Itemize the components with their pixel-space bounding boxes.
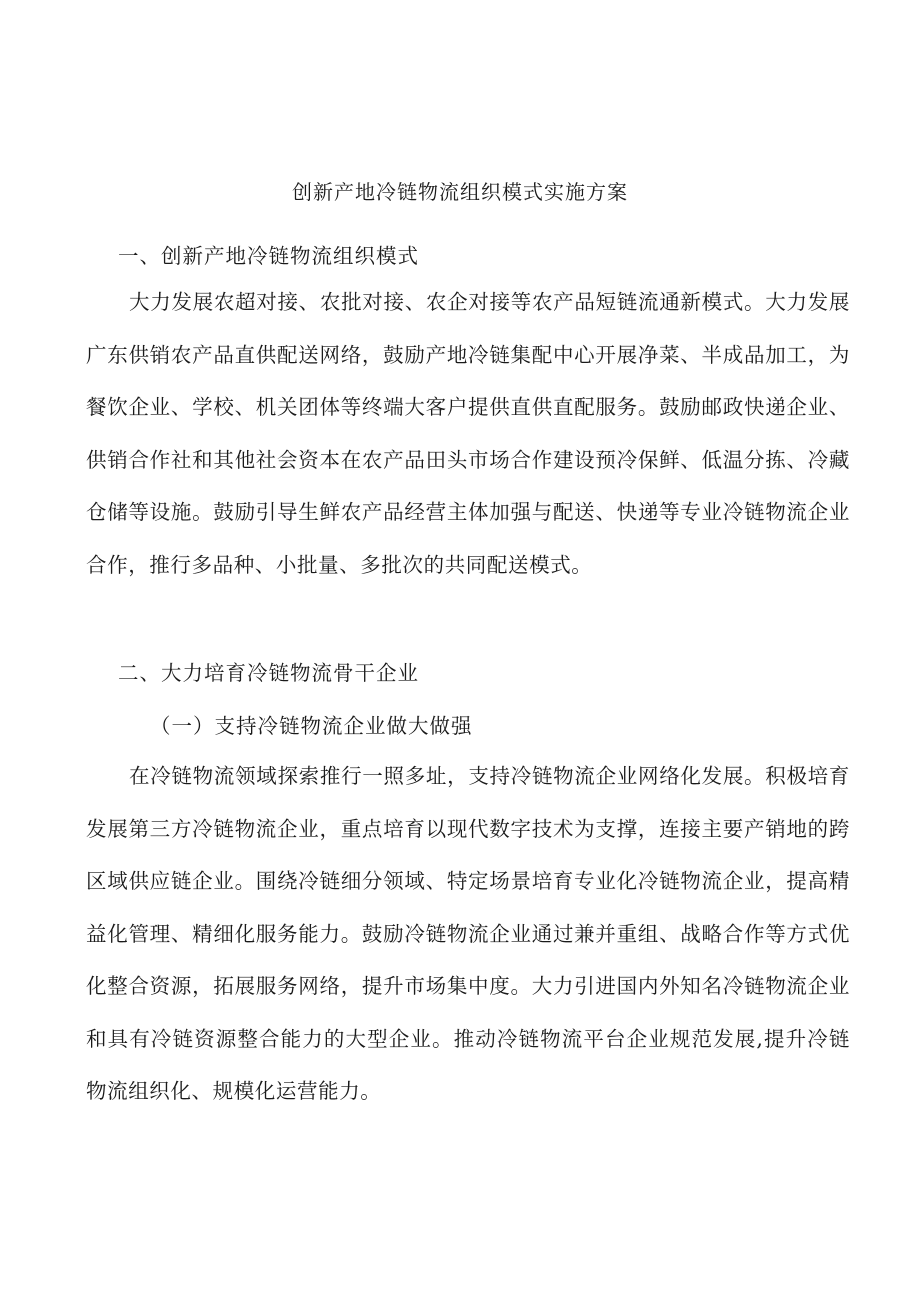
section-heading-2: 二、大力培育冷链物流骨干企业 — [118, 661, 419, 685]
subsection-heading-2-1: （一）支持冷链物流企业做大做强 — [150, 714, 473, 738]
document-title: 创新产地冷链物流组织模式实施方案 — [292, 180, 628, 204]
section-paragraph-2: 在冷链物流领域探索推行一照多址，支持冷链物流企业网络化发展。积极培育发展第三方冷链物流企业，重点培育以现代数字技术为支撑，连接主要产销地的跨区域供应链企业。围绕冷链细分领域、特定场景培育专业化冷链物流企业，提高精益化管理、精细化服务能力。鼓励冷链物流企业通过兼并重组、战略合作等方式优化整合资源，拓展服务网络，提升市场集中度。大力引进国内外知名冷链物流企业和具有冷链资源整合能力的大型企业。推动冷链物流平台企业规范发展,提升冷链物流组织化、规模化运营能力。 — [86, 764, 850, 1103]
section-heading-1: 一、创新产地冷链物流组织模式 — [118, 244, 419, 268]
section-paragraph-1: 大力发展农超对接、农批对接、农企对接等农产品短链流通新模式。大力发展广东供销农产品直供配送网络，鼓励产地冷链集配中心开展净菜、半成品加工，为餐饮企业、学校、机关团体等终端大客户提供直供直配服务。鼓励邮政快递企业、供销合作社和其他社会资本在农产品田头市场合作建设预冷保鲜、低温分拣、冷藏仓储等设施。鼓励引导生鲜农产品经营主体加强与配送、快递等专业冷链物流企业合作，推行多品种、小批量、多批次的共同配送模式。 — [86, 290, 850, 577]
